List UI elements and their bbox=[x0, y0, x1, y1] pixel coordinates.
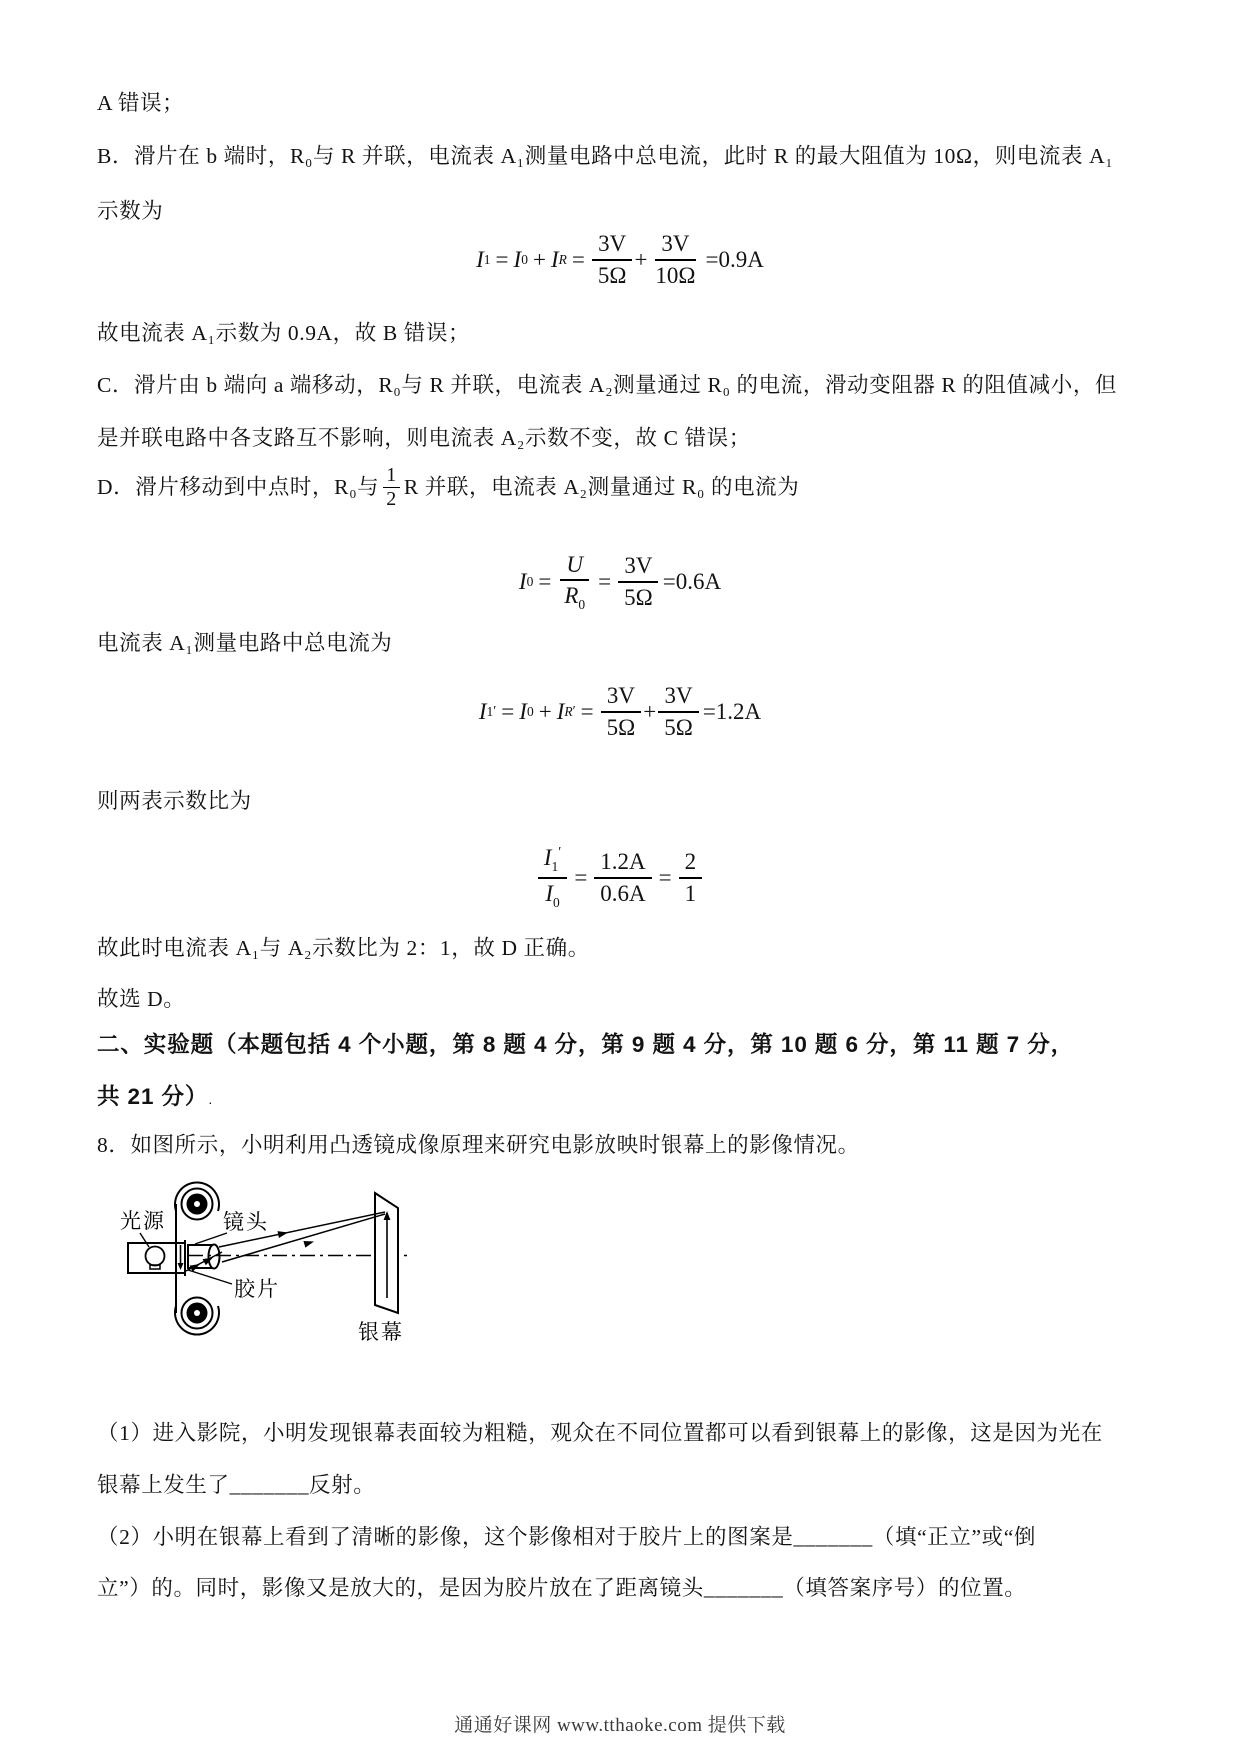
formula-var: I bbox=[519, 699, 527, 724]
fraction bbox=[679, 849, 703, 907]
solution-line-total: 电流表 A₁测量电路中总电流为 bbox=[97, 631, 393, 655]
equals-sign: = bbox=[538, 569, 552, 594]
formula-result: =0.9A bbox=[705, 247, 764, 272]
fraction-denominator: 5Ω bbox=[664, 715, 693, 740]
fraction-numerator: U bbox=[560, 552, 589, 582]
formula-var: I bbox=[478, 699, 487, 724]
formula-total-current bbox=[0, 672, 1240, 752]
fraction-numerator: 1.2A bbox=[594, 849, 651, 879]
film-label: 胶片 bbox=[234, 1277, 280, 1301]
formula-sub: R bbox=[564, 704, 573, 719]
equals-sign: = bbox=[658, 864, 672, 890]
formula-sub: 1 bbox=[486, 704, 494, 719]
formula-var: I bbox=[513, 247, 522, 272]
section-heading-line-1: 二、实验题（本题包括 4 个小题，第 8 题 4 分，第 9 题 4 分，第 10 题 6 分，第 11 题 7 分， bbox=[97, 1032, 1075, 1057]
fraction bbox=[658, 683, 699, 741]
section-heading-text: 共 21 分） bbox=[97, 1084, 209, 1109]
fraction-numerator: 1 bbox=[383, 465, 400, 487]
light-bulb-icon bbox=[146, 1247, 165, 1270]
fraction bbox=[594, 849, 651, 907]
formula-sub: 0 bbox=[526, 704, 534, 719]
formula-sub: 1 bbox=[483, 252, 491, 267]
formula-sub: 0 bbox=[526, 574, 534, 589]
fraction-denominator: 5Ω bbox=[624, 585, 653, 610]
q8-part2-line1: （2）小明在银幕上看到了清晰的影像，这个影像相对于胶片上的图案是_______（填“正立”或“倒 bbox=[97, 1525, 1036, 1549]
solution-conclusion-1: 故此时电流表 A₁与 A₂示数比为 2：1，故 D 正确。 bbox=[97, 936, 590, 960]
fraction-numerator: 3V bbox=[618, 553, 658, 583]
equals-sign: = bbox=[598, 569, 612, 594]
q8-part2-line2: 立”）的。同时，影像又是放大的，是因为胶片放在了距离镜头_______（填答案序号）的位置。 bbox=[97, 1576, 1027, 1600]
projector-diagram bbox=[96, 1181, 436, 1353]
fraction-denominator: $R_0$ bbox=[564, 583, 586, 613]
solution-line-c2: 是并联电路中各支路互不影响，则电流表 A₂示数不变，故 C 错误； bbox=[97, 426, 751, 450]
formula-current-d bbox=[0, 542, 1240, 622]
film-leader bbox=[188, 1270, 232, 1284]
screen-panel bbox=[375, 1193, 398, 1313]
plus-sign: + bbox=[643, 699, 657, 724]
film-reel-bottom bbox=[175, 1298, 219, 1335]
formula-result: =1.2A bbox=[702, 699, 762, 724]
fraction bbox=[618, 553, 659, 611]
fraction-denominator: 2 bbox=[386, 487, 397, 510]
fraction-numerator: 3V bbox=[658, 683, 698, 713]
formula-var: I bbox=[550, 247, 559, 272]
formula-current-b bbox=[0, 220, 1240, 300]
q8-part1-line2: 银幕上发生了_______反射。 bbox=[97, 1473, 376, 1497]
solution-line-ratio: 则两表示数比为 bbox=[97, 789, 252, 813]
lens-label: 镜头 bbox=[223, 1210, 269, 1234]
fraction bbox=[601, 683, 642, 741]
fraction bbox=[592, 231, 633, 289]
formula-var: I bbox=[556, 699, 565, 724]
fraction-numerator: $I_1'$ bbox=[538, 845, 567, 878]
plus-sign: + bbox=[634, 247, 648, 272]
fraction-denominator: 5Ω bbox=[597, 263, 627, 288]
film-reel-top bbox=[175, 1182, 219, 1219]
fraction-denominator: 10Ω bbox=[655, 263, 696, 288]
equals-sign: = bbox=[580, 699, 594, 724]
screen-label: 银幕 bbox=[358, 1320, 404, 1344]
prime-mark: ′ bbox=[572, 704, 576, 719]
fraction-denominator: 0.6A bbox=[600, 880, 646, 906]
lens-leader bbox=[195, 1233, 227, 1244]
solution-line-c1: C．滑片由 b 端向 a 端移动，R₀与 R 并联，电流表 A₂测量通过 R₀ 的电流，滑动变阻器 R 的阻值减小，但 bbox=[97, 373, 1118, 397]
fraction bbox=[649, 231, 701, 289]
solution-line-b3: 故电流表 A₁示数为 0.9A，故 B 错误； bbox=[97, 321, 471, 345]
solution-line-a: A 错误； bbox=[97, 91, 185, 115]
fraction bbox=[558, 552, 591, 613]
fraction bbox=[538, 845, 567, 909]
film-direction-arrow bbox=[178, 1245, 184, 1270]
equals-sign: = bbox=[495, 247, 509, 272]
formula-var: I bbox=[476, 247, 484, 272]
plus-sign: + bbox=[532, 247, 546, 272]
line-d-prefix: D．滑片移动到中点时，R₀与 bbox=[97, 475, 380, 499]
prime-mark: ′ bbox=[493, 704, 497, 719]
formula-sub: R bbox=[558, 252, 567, 267]
light-source-leader bbox=[140, 1233, 149, 1247]
fraction-denominator: $I_0$ bbox=[545, 880, 560, 910]
page-footer: 通通好课网 www.tthaoke.com 提供下载 bbox=[454, 1715, 786, 1736]
equals-sign: = bbox=[574, 864, 588, 890]
fraction-numerator: 3V bbox=[655, 231, 695, 261]
solution-line-b1: B．滑片在 b 端时，R₀与 R 并联，电流表 A₁测量电路中总电流，此时 R 的最大阻值为 10Ω，则电流表 A₁ bbox=[97, 144, 1114, 168]
fraction-numerator: 3V bbox=[592, 231, 632, 261]
fraction-denominator: 5Ω bbox=[606, 715, 636, 740]
fraction-numerator: 2 bbox=[679, 849, 703, 879]
formula-result: =0.6A bbox=[662, 569, 722, 594]
fraction-denominator: 1 bbox=[684, 880, 697, 906]
plus-sign: + bbox=[538, 699, 552, 724]
light-source-label: 光源 bbox=[120, 1209, 166, 1233]
q8-part1-line1: （1）进入影院，小明发现银幕表面较为粗糙，观众在不同位置都可以看到银幕上的影像，这是因为光在 bbox=[97, 1421, 1103, 1445]
section-heading-period: . bbox=[208, 1091, 214, 1107]
solution-line-d bbox=[97, 452, 799, 522]
equals-sign: = bbox=[571, 247, 585, 272]
solution-conclusion-2: 故选 D。 bbox=[97, 987, 186, 1011]
question-8-stem: 8．如图所示，小明利用凸透镜成像原理来研究电影放映时银幕上的影像情况。 bbox=[97, 1133, 860, 1157]
formula-sub: 0 bbox=[521, 252, 528, 267]
fraction-numerator: 3V bbox=[601, 683, 641, 713]
equals-sign: = bbox=[501, 699, 515, 724]
section-heading-line-2 bbox=[97, 1082, 213, 1114]
formula-ratio bbox=[0, 830, 1240, 925]
formula-var: I bbox=[518, 569, 527, 594]
solution-line-b2: 示数为 bbox=[97, 199, 164, 223]
projector-figure bbox=[96, 1181, 436, 1353]
line-d-suffix: R 并联，电流表 A₂测量通过 R₀ 的电流为 bbox=[403, 475, 800, 499]
one-half-fraction bbox=[383, 465, 400, 509]
